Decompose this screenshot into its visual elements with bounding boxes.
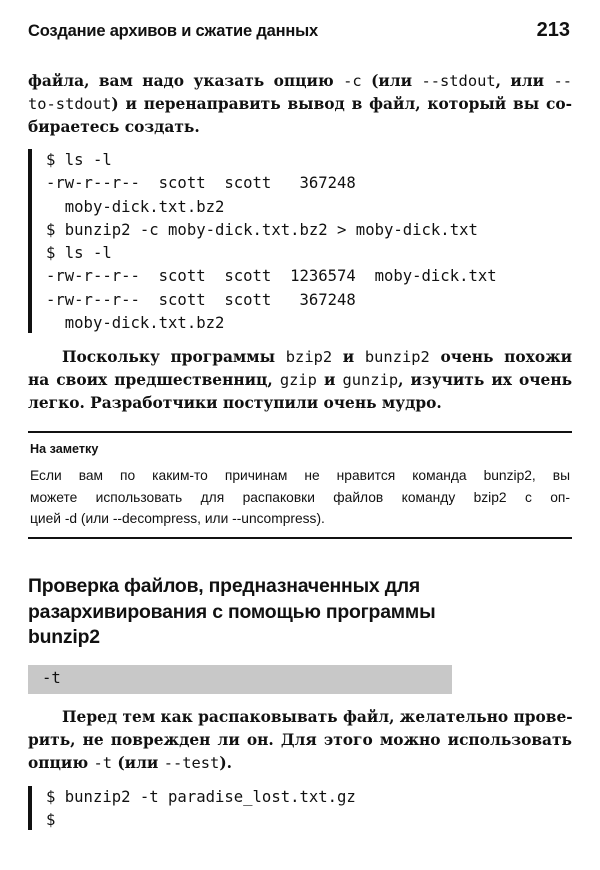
bzip2-paragraph	[28, 346, 572, 415]
note-line: цией -d (или --decompress, или --uncompress).	[30, 511, 325, 527]
code-block-test	[28, 786, 356, 833]
note-box	[28, 431, 572, 540]
section-heading-line: разархивирования с помощью программы	[28, 600, 436, 623]
code-line: moby-dick.txt.bz2	[46, 197, 225, 216]
code-line: -rw-r--r-- scott scott 1236574 moby-dick.txt	[46, 267, 497, 286]
option-test: --test	[163, 754, 220, 772]
section-heading-line: Проверка файлов, предназначенных для	[28, 575, 421, 597]
code-line: $ ls -l	[46, 244, 112, 263]
intro-line-1: файла, вам надо указать опцию -c (или --stdout, или --	[28, 72, 573, 90]
para3-line-3: опцию -t (или --test).	[28, 754, 232, 772]
option-label: -t	[42, 669, 61, 687]
note-line: можете использовать для распаковки файлов команду bzip2 с оп-	[30, 489, 570, 505]
note-bottom-rule	[28, 537, 572, 539]
code-line: moby-dick.txt.bz2	[46, 314, 225, 333]
note-text	[30, 465, 570, 530]
para2-line-2: на своих предшественниц, gzip и gunzip, изучить их очень	[28, 371, 573, 389]
code-line: $	[46, 811, 56, 830]
code-block-bar	[28, 786, 32, 830]
code-line: $ bunzip2 -c moby-dick.txt.bz2 > moby-dick.txt	[46, 220, 478, 239]
code-block-ls-bunzip2	[28, 149, 497, 335]
cmd-bzip2: bzip2	[285, 348, 333, 366]
page-number: 213	[536, 19, 570, 41]
para3-line-2: рить, не поврежден ли он. Для этого можно использовать	[28, 731, 572, 749]
code-line: -rw-r--r-- scott scott 367248	[46, 174, 356, 193]
cmd-gzip: gzip	[279, 371, 317, 389]
section-heading-line: bunzip2	[28, 626, 100, 648]
intro-line-2: to-stdout) и перенаправить вывод в файл, который вы со-	[28, 95, 572, 113]
code-block-bar	[28, 149, 32, 333]
note-top-rule	[28, 431, 572, 433]
code-line: -rw-r--r-- scott scott 367248	[46, 290, 356, 309]
test-paragraph	[28, 706, 572, 775]
para2-line-1: Поскольку программы bzip2 и bunzip2 очень похожи	[62, 348, 573, 366]
code-line: $ bunzip2 -t paradise_lost.txt.gz	[46, 788, 356, 806]
para3-line-1: Перед тем как распаковывать файл, желательно прове-	[62, 708, 573, 726]
option-t: -t	[93, 754, 113, 772]
note-line: Если вам по каким-то причинам не нравится команда bunzip2, вы	[30, 468, 570, 483]
chapter-title: Создание архивов и сжатие данных	[28, 22, 319, 40]
cmd-gunzip: gunzip	[342, 371, 399, 389]
intro-line-3: бираетесь создать.	[28, 118, 200, 136]
note-title: На заметку	[30, 442, 99, 456]
code-line: $ ls -l	[46, 151, 112, 169]
page-header	[28, 18, 570, 46]
option-dashes: --	[553, 72, 573, 90]
intro-paragraph	[28, 70, 572, 139]
option-box	[28, 665, 452, 694]
option-c: -c	[343, 72, 362, 90]
section-heading	[28, 574, 572, 651]
option-to-stdout: to-stdout	[28, 95, 112, 113]
cmd-bunzip2: bunzip2	[364, 348, 430, 366]
para2-line-3: легко. Разработчики поступили очень мудро.	[28, 394, 442, 412]
option-stdout: --stdout	[421, 72, 496, 90]
